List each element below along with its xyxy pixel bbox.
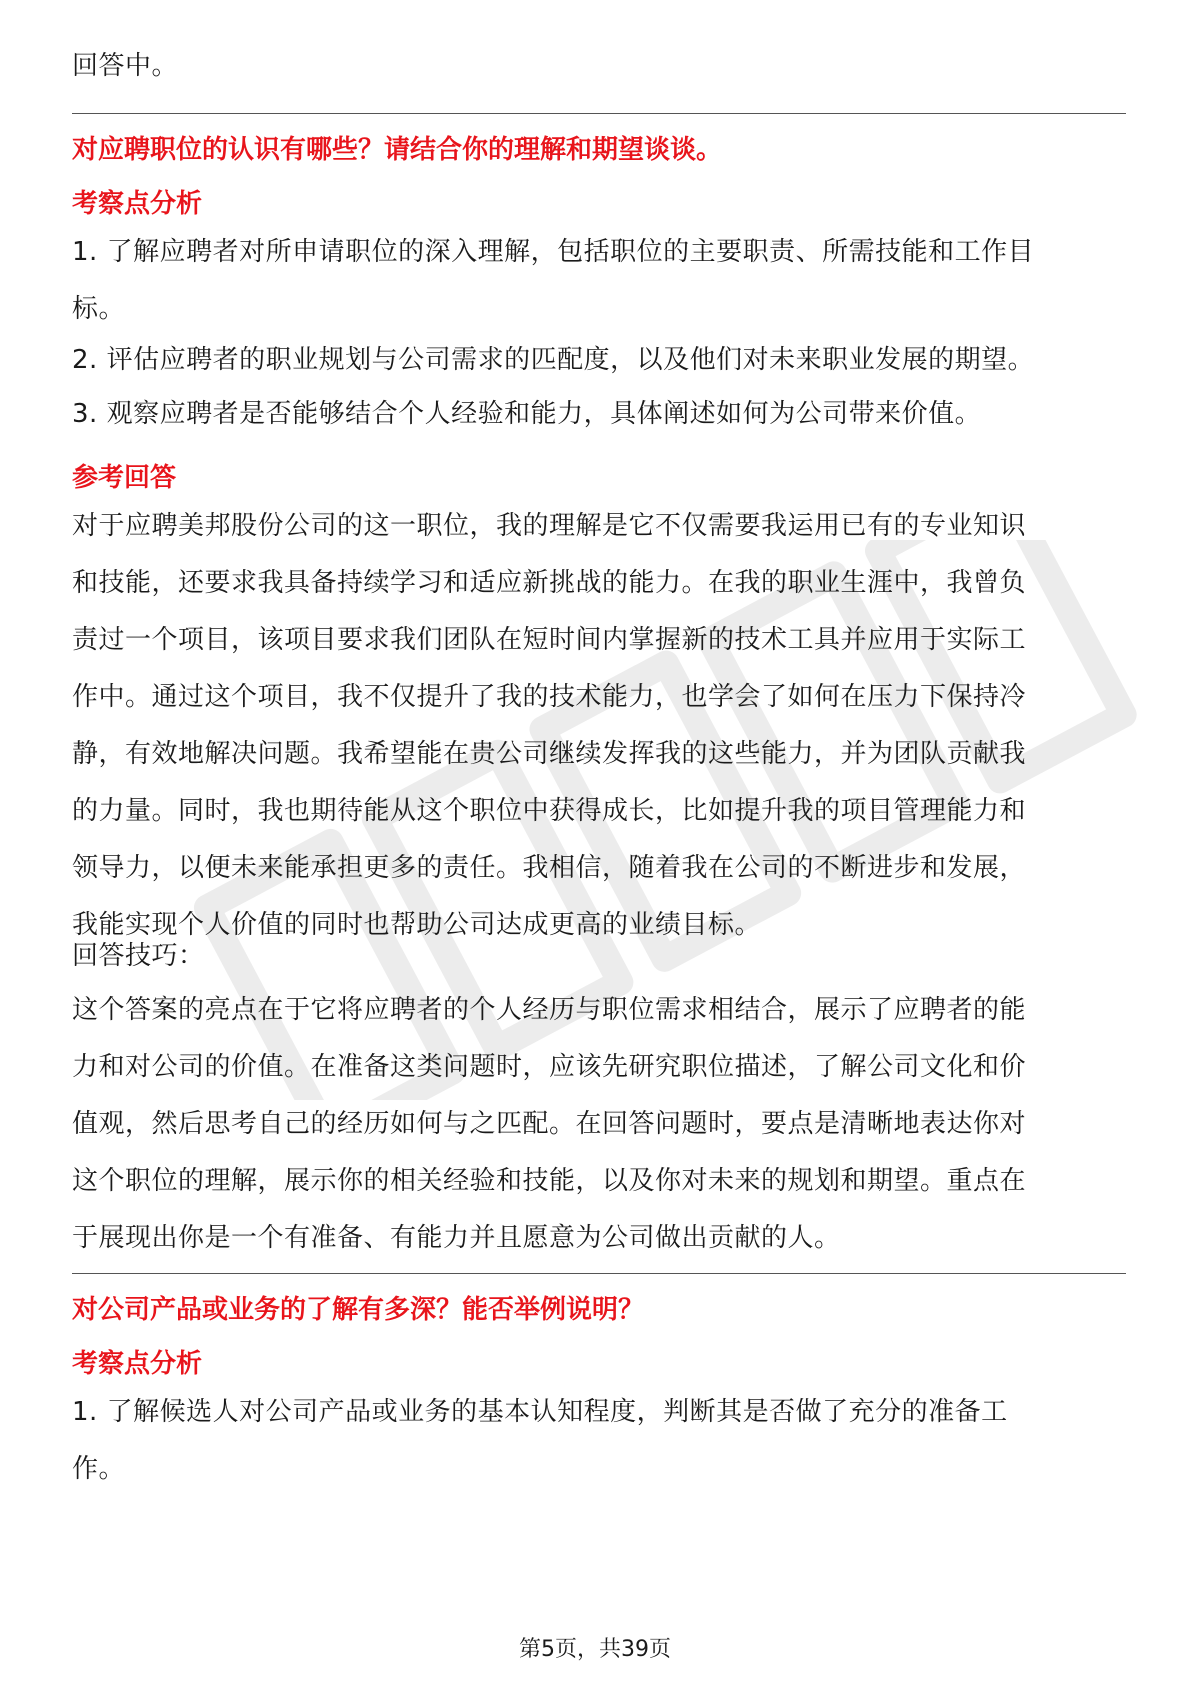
page-number-footer: 第5页，共39页: [519, 1637, 671, 1662]
previous-answer-tail: 回答中。: [72, 51, 179, 81]
answer-line: 责过一个项目，该项目要求我们团队在短时间内掌握新的技术工具并应用于实际工: [72, 625, 1027, 655]
tips-line: 值观，然后思考自己的经历如何与之匹配。在回答问题时，要点是清晰地表达你对: [72, 1109, 1027, 1139]
analysis-item-line: 1. 了解候选人对公司产品或业务的基本认知程度，判断其是否做了充分的准备工: [72, 1397, 1008, 1427]
analysis-item: [72, 386, 1126, 443]
analysis-heading: 考察点分析: [72, 189, 203, 219]
analysis-item-line: 1. 了解应聘者对所申请职位的深入理解，包括职位的主要职责、所需技能和工作目: [72, 237, 1035, 267]
tips-line: 这个职位的理解，展示你的相关经验和技能，以及你对未来的规划和期望。重点在: [72, 1166, 1027, 1196]
question-title: 对应聘职位的认识有哪些？请结合你的理解和期望谈谈。: [72, 135, 723, 165]
analysis-item-line: 3. 观察应聘者是否能够结合个人经验和能力，具体阐述如何为公司带来价值。: [72, 399, 982, 429]
question-title: 对公司产品或业务的了解有多深？能否举例说明？: [72, 1295, 645, 1325]
section-divider: [72, 1273, 1126, 1274]
tips-body: [72, 982, 1126, 1267]
analysis-heading: 考察点分析: [72, 1349, 203, 1379]
analysis-item: [72, 1384, 1126, 1498]
answer-line: 领导力，以便未来能承担更多的责任。我相信，随着我在公司的不断进步和发展，: [72, 853, 1027, 883]
analysis-item: [72, 332, 1126, 389]
analysis-item-line: 作。: [72, 1454, 126, 1484]
tips-line: 于展现出你是一个有准备、有能力并且愿意为公司做出贡献的人。: [72, 1223, 841, 1253]
analysis-item: [72, 224, 1126, 338]
answer-line: 我能实现个人价值的同时也帮助公司达成更高的业绩目标。: [72, 910, 762, 940]
answer-line: 作中。通过这个项目，我不仅提升了我的技术能力，也学会了如何在压力下保持冷: [72, 682, 1027, 712]
reference-answer-body: [72, 498, 1126, 954]
analysis-item-line: 标。: [72, 294, 126, 324]
answer-line: 静，有效地解决问题。我希望能在贵公司继续发挥我的这些能力，并为团队贡献我: [72, 739, 1027, 769]
section-divider: [72, 113, 1126, 114]
tips-line: 力和对公司的价值。在准备这类问题时，应该先研究职位描述，了解公司文化和价: [72, 1052, 1027, 1082]
answer-line: 对于应聘美邦股份公司的这一职位，我的理解是它不仅需要我运用已有的专业知识: [72, 511, 1027, 541]
answer-line: 和技能，还要求我具备持续学习和适应新挑战的能力。在我的职业生涯中，我曾负: [72, 568, 1027, 598]
tips-line: 这个答案的亮点在于它将应聘者的个人经历与职位需求相结合，展示了应聘者的能: [72, 995, 1027, 1025]
reference-answer-heading: 参考回答: [72, 463, 177, 493]
tips-heading: 回答技巧：: [72, 941, 205, 971]
analysis-item-line: 2. 评估应聘者的职业规划与公司需求的匹配度，以及他们对未来职业发展的期望。: [72, 345, 1035, 375]
answer-line: 的力量。同时，我也期待能从这个职位中获得成长，比如提升我的项目管理能力和: [72, 796, 1027, 826]
